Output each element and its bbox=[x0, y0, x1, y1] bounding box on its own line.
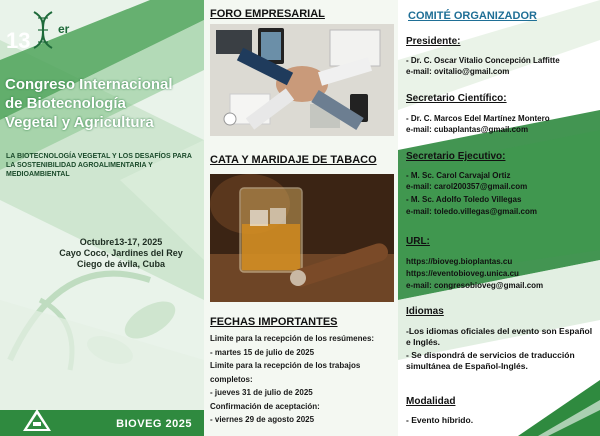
fecha-value-1: - martes 15 de julio de 2025 bbox=[210, 347, 315, 357]
event-location-2: Ciego de ávila, Cuba bbox=[76, 259, 166, 269]
idiomas-text-2: - Se dispondrá de servicios de traducción simultánea de Español-Inglés. bbox=[406, 350, 575, 371]
activities-panel bbox=[204, 0, 398, 436]
idiomas-title: Idiomas bbox=[406, 306, 444, 317]
footer-brand: BIOVEG 2025 bbox=[116, 418, 192, 430]
fecha-label-2: Limite para la recepción de los trabajos completos: bbox=[210, 361, 361, 384]
secretario-ejecutivo-name-1: - M. Sc. Carol Carvajal Ortiz bbox=[406, 171, 511, 180]
committee-panel bbox=[398, 0, 600, 436]
committee-title: COMITÉ ORGANIZADOR bbox=[408, 10, 537, 22]
cover-panel bbox=[0, 0, 204, 436]
secretario-ejecutivo-role: Secretario Ejecutivo: bbox=[406, 151, 506, 162]
whisky-cigar-photo bbox=[210, 174, 394, 302]
important-dates-list bbox=[210, 332, 396, 427]
secretario-cientifico-email[interactable]: e-mail: cubaplantas@gmail.com bbox=[406, 125, 529, 134]
foro-title: FORO EMPRESARIAL bbox=[210, 8, 325, 20]
conference-title bbox=[5, 75, 201, 132]
event-dates: Octubre13-17, 2025 bbox=[79, 237, 163, 247]
fecha-label-1: Limite para la recepción de los resúmenes: bbox=[210, 334, 375, 343]
conference-subtitle: LA BIOTECNOLOGÍA VEGETAL Y LOS DESAFÍOS PARA LA SOSTENIBILIDAD AGROALIMENTARIA Y MEDIOAMBIENTAL bbox=[6, 153, 192, 178]
edition-suffix: er bbox=[58, 22, 70, 36]
title-line-2: de Biotecnología bbox=[5, 95, 126, 112]
title-line-3: Vegetal y Agricultura bbox=[5, 114, 154, 131]
idiomas-text-1: -Los idiomas oficiales del evento son Español e Inglés. bbox=[406, 326, 593, 347]
secretario-ejecutivo-name-2: - M. Sc. Adolfo Toledo Villegas bbox=[406, 195, 522, 204]
fecha-value-2: - jueves 31 de julio de 2025 bbox=[210, 388, 313, 397]
cata-title: CATA Y MARIDAJE DE TABACO bbox=[210, 154, 377, 166]
secretario-ejecutivo-email-2[interactable]: e-mail: toledo.villegas@gmail.com bbox=[406, 207, 537, 216]
url-link-2[interactable]: https://eventobioveg.unica.cu bbox=[406, 269, 519, 278]
secretario-cientifico-name: - Dr. C. Marcos Edel Martínez Montero bbox=[406, 114, 550, 123]
edition-number: 13 bbox=[6, 28, 31, 53]
presidente-name: - Dr. C. Oscar Vitalio Concepción Laffitte bbox=[406, 56, 560, 65]
business-meeting-photo bbox=[210, 24, 394, 136]
secretario-cientifico-role: Secretario Científico: bbox=[406, 93, 507, 104]
cover-background-art bbox=[0, 0, 204, 436]
event-date-location bbox=[40, 237, 202, 270]
event-location-1: Cayo Coco, Jardines del Rey bbox=[59, 248, 183, 258]
fecha-value-3: - viernes 29 de agosto 2025 bbox=[210, 415, 315, 424]
presidente-role: Presidente: bbox=[406, 36, 461, 47]
presidente-email[interactable]: e-mail: ovitalio@gmail.com bbox=[406, 67, 510, 76]
url-title: URL: bbox=[406, 236, 430, 247]
bioveg-logo-icon bbox=[22, 408, 52, 432]
fecha-label-3: Confirmación de aceptación: bbox=[210, 401, 320, 411]
url-email[interactable]: e-mail: congresobioveg@gmail.com bbox=[406, 281, 544, 290]
secretario-ejecutivo-email-1[interactable]: e-mail: carol200357@gmail.com bbox=[406, 182, 528, 191]
modalidad-text: - Evento híbrido. bbox=[406, 415, 474, 425]
dna-helix-icon bbox=[30, 10, 56, 50]
modalidad-title: Modalidad bbox=[406, 396, 456, 407]
fechas-title: FECHAS IMPORTANTES bbox=[210, 316, 338, 328]
title-line-1: Congreso Internacional bbox=[5, 76, 173, 93]
url-link-1[interactable]: https://bioveg.bioplantas.cu bbox=[406, 257, 513, 266]
